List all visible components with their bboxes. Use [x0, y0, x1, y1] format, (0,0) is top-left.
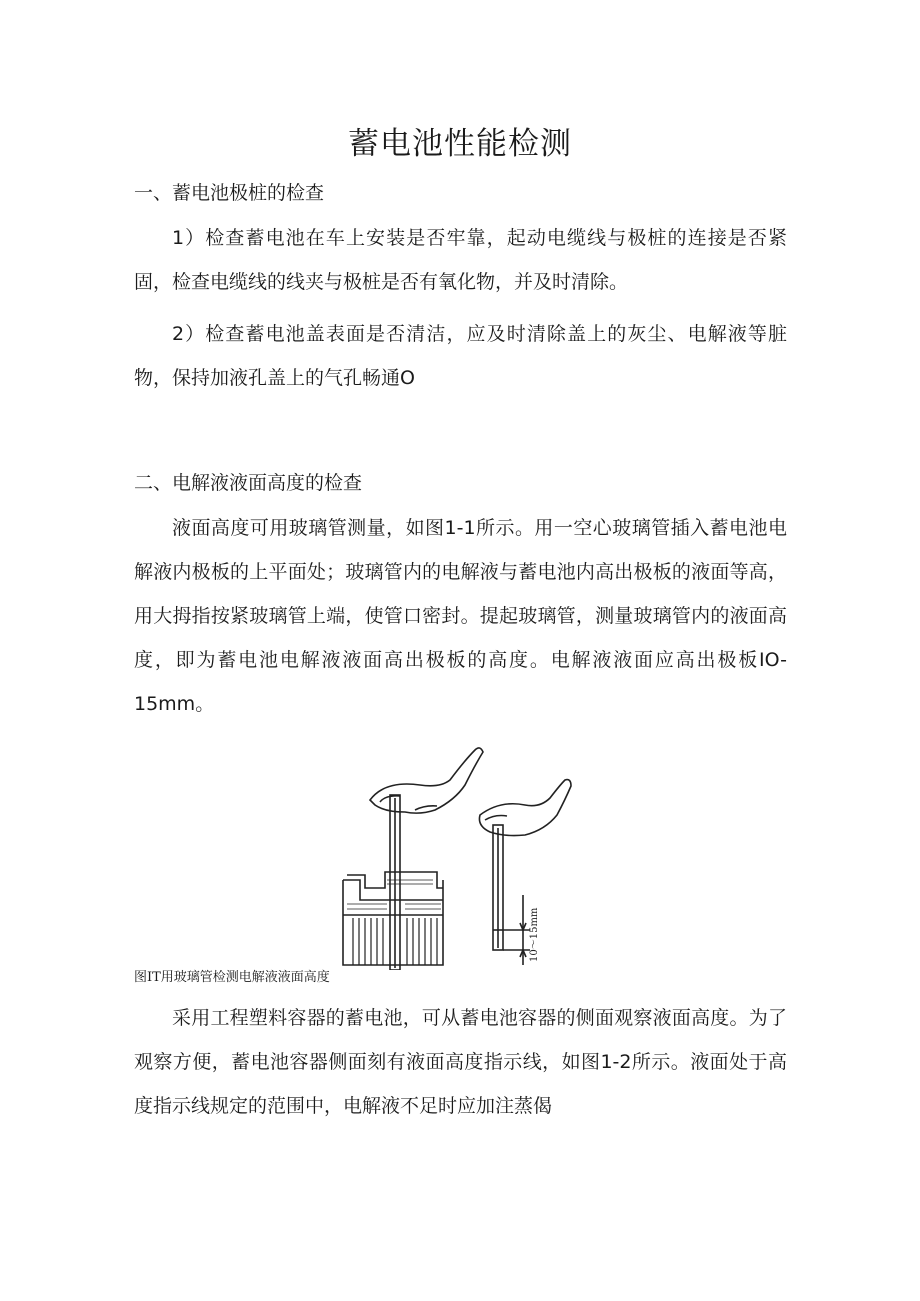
paragraph-3: 液面高度可用玻璃管测量，如图1-1所示。用一空心玻璃管插入蓄电池电解液内极板的上平面处；玻璃管内的电解液与蓄电池内高出极板的液面等高，用大拇指按紧玻璃管上端，使管口密封。提起玻璃管，测量玻璃管内的液面高度，即为蓄电池电解液液面高出极板的高度。电解液液面应高出极板IO-15mm。 [134, 517, 787, 715]
section-heading-2: 二、电解液液面高度的检查 [134, 472, 363, 494]
section-heading-1: 一、蓄电池极桩的检查 [134, 182, 325, 204]
glass-tube-measurement-illustration [325, 740, 595, 970]
paragraph-2: 2）检查蓄电池盖表面是否清洁，应及时清除盖上的灰尘、电解液等脏物，保持加液孔盖上的气孔畅通O [134, 323, 787, 389]
paragraph-1: 1）检查蓄电池在车上安装是否牢靠，起动电缆线与极桩的连接是否紧固，检查电缆线的线夹与极桩是否有氧化物，并及时清除。 [134, 227, 787, 293]
figure-dimension-label: 10～15mm [529, 907, 540, 962]
document-title: 蓄电池性能检测 [348, 126, 572, 162]
figure-1-1 [325, 740, 595, 970]
paragraph-4: 采用工程塑料容器的蓄电池，可从蓄电池容器的侧面观察液面高度。为了观察方便，蓄电池容器侧面刻有液面高度指示线，如图1-2所示。液面处于高度指示线规定的范围中，电解液不足时应加注蒸偈 [134, 1007, 787, 1117]
figure-caption: 图IT用玻璃管检测电解液液面高度 [134, 970, 330, 985]
